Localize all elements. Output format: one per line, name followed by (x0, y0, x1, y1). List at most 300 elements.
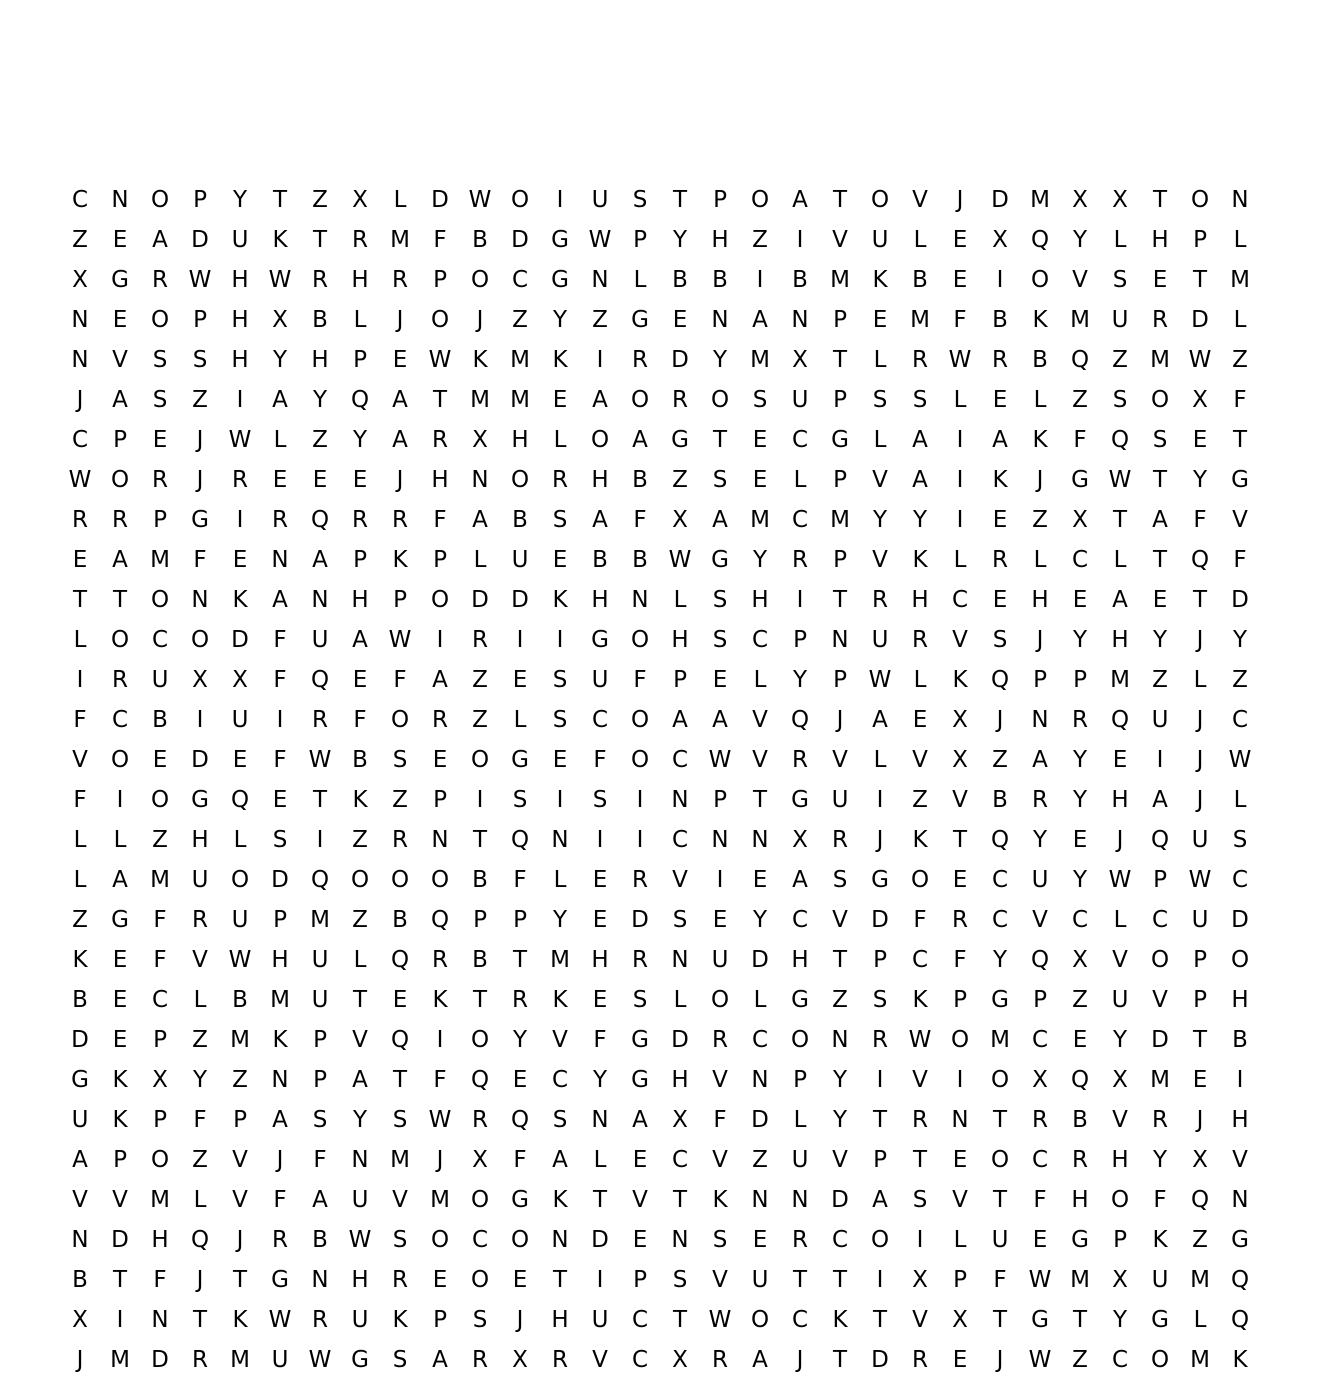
grid-letter: D (591, 1227, 609, 1253)
grid-letter: F (273, 1187, 287, 1213)
grid-letter: P (1193, 227, 1207, 253)
grid-letter: W (428, 347, 452, 373)
grid-letter: P (193, 187, 207, 213)
grid-letter: R (632, 867, 648, 893)
grid-letter: F (73, 707, 87, 733)
grid-letter: U (831, 787, 849, 813)
grid-letter: P (1073, 667, 1087, 693)
grid-letter: Y (872, 507, 888, 533)
grid-letter: H (231, 307, 249, 333)
grid-letter: A (1152, 787, 1168, 813)
grid-letter: D (271, 867, 289, 893)
grid-letter: B (512, 507, 528, 533)
grid-letter: V (592, 1347, 608, 1373)
grid-letter: Q (1070, 347, 1090, 373)
grid-letter: G (831, 427, 849, 453)
grid-letter: Q (1070, 1067, 1090, 1093)
grid-letter: E (1032, 1227, 1048, 1253)
grid-letter: J (396, 307, 404, 333)
grid-letter: Q (230, 787, 250, 813)
grid-letter: Y (912, 507, 928, 533)
grid-letter: T (792, 1267, 808, 1293)
grid-letter: E (592, 907, 608, 933)
grid-letter: E (952, 227, 968, 253)
grid-letter: O (1150, 947, 1170, 973)
grid-letter: U (1031, 867, 1049, 893)
grid-letter: K (552, 587, 568, 613)
grid-letter: Z (192, 1147, 208, 1173)
grid-letter: F (273, 747, 287, 773)
grid-letter: I (916, 1227, 924, 1253)
grid-letter: K (1152, 1227, 1168, 1253)
grid-letter: P (433, 787, 447, 813)
grid-letter: T (472, 827, 488, 853)
grid-letter: L (113, 827, 127, 853)
grid-letter: H (431, 467, 449, 493)
grid-letter: J (436, 1147, 444, 1173)
grid-letter: B (792, 267, 808, 293)
grid-letter: X (792, 827, 808, 853)
grid-letter: G (591, 627, 609, 653)
grid-letter: T (352, 987, 368, 1013)
grid-letter: M (550, 947, 570, 973)
grid-letter: I (436, 627, 444, 653)
grid-letter: Y (1152, 627, 1168, 653)
grid-letter: C (751, 1027, 769, 1053)
grid-letter: U (991, 1227, 1009, 1253)
grid-letter: O (1150, 1347, 1170, 1373)
grid-letter: F (993, 1267, 1007, 1293)
grid-letter: T (1152, 467, 1168, 493)
grid-letter: H (1231, 1107, 1249, 1133)
grid-letter: V (912, 1307, 928, 1333)
grid-letter: L (1033, 547, 1047, 573)
grid-letter: Y (1032, 827, 1048, 853)
grid-letter: T (472, 987, 488, 1013)
grid-letter: T (72, 587, 88, 613)
grid-letter: K (352, 787, 368, 813)
grid-letter: E (112, 227, 128, 253)
grid-letter: Z (1072, 1347, 1088, 1373)
grid-letter: P (713, 787, 727, 813)
grid-letter: A (112, 387, 128, 413)
grid-letter: X (232, 667, 248, 693)
grid-letter: O (750, 187, 770, 213)
grid-letter: M (750, 507, 770, 533)
grid-letter: I (316, 827, 324, 853)
grid-letter: A (152, 227, 168, 253)
grid-letter: I (716, 867, 724, 893)
grid-letter: Y (1072, 227, 1088, 253)
grid-letter: C (111, 707, 129, 733)
grid-letter: N (191, 587, 209, 613)
grid-letter: T (552, 1267, 568, 1293)
grid-letter: T (832, 1347, 848, 1373)
grid-letter: S (912, 387, 928, 413)
grid-letter: Q (470, 1067, 490, 1093)
grid-letter: E (392, 987, 408, 1013)
grid-letter: G (631, 1027, 649, 1053)
grid-letter: C (671, 747, 689, 773)
grid-letter: P (833, 387, 847, 413)
grid-letter: I (636, 787, 644, 813)
grid-letter: S (912, 1187, 928, 1213)
grid-letter: Q (310, 507, 330, 533)
grid-letter: M (510, 387, 530, 413)
grid-letter: X (672, 1107, 688, 1133)
grid-letter: Z (192, 1027, 208, 1053)
grid-letter: M (390, 1147, 410, 1173)
grid-letter: E (992, 587, 1008, 613)
grid-letter: C (151, 987, 169, 1013)
grid-letter: A (712, 507, 728, 533)
grid-letter: R (1072, 707, 1088, 733)
grid-letter: T (312, 227, 328, 253)
grid-letter: D (751, 1107, 769, 1133)
grid-letter: Z (912, 787, 928, 813)
grid-letter: R (712, 1347, 728, 1373)
grid-letter: V (832, 907, 848, 933)
grid-letter: O (150, 587, 170, 613)
grid-letter: M (830, 267, 850, 293)
grid-letter: S (392, 1347, 408, 1373)
grid-letter: U (191, 867, 209, 893)
grid-letter: F (393, 667, 407, 693)
grid-letter: T (432, 387, 448, 413)
grid-letter: V (712, 1267, 728, 1293)
grid-letter: S (152, 347, 168, 373)
grid-letter: E (632, 1147, 648, 1173)
grid-letter: U (231, 907, 249, 933)
grid-letter: Z (1072, 387, 1088, 413)
grid-letter: H (1231, 987, 1249, 1013)
grid-letter: O (950, 1027, 970, 1053)
grid-letter: G (1071, 1227, 1089, 1253)
grid-letter: L (953, 1227, 967, 1253)
grid-letter: D (871, 907, 889, 933)
grid-letter: E (232, 747, 248, 773)
grid-letter: T (592, 1187, 608, 1213)
grid-letter: G (711, 547, 729, 573)
grid-letter: A (1112, 587, 1128, 613)
grid-letter: I (276, 707, 284, 733)
grid-letter: K (832, 1307, 848, 1333)
grid-letter: W (228, 427, 252, 453)
grid-letter: I (516, 627, 524, 653)
grid-letter: A (712, 707, 728, 733)
grid-letter: V (912, 1067, 928, 1093)
grid-letter: R (312, 1307, 328, 1333)
grid-letter: R (792, 547, 808, 573)
grid-letter: I (556, 787, 564, 813)
grid-letter: K (1032, 307, 1048, 333)
grid-letter: H (151, 1227, 169, 1253)
grid-letter: F (433, 507, 447, 533)
grid-letter: I (236, 507, 244, 533)
grid-letter: P (833, 547, 847, 573)
grid-letter: E (752, 867, 768, 893)
grid-letter: X (1072, 947, 1088, 973)
grid-letter: O (470, 1187, 490, 1213)
grid-letter: Q (390, 1027, 410, 1053)
grid-letter: H (1111, 787, 1129, 813)
grid-letter: M (110, 1347, 130, 1373)
grid-letter: F (433, 227, 447, 253)
grid-letter: Y (312, 387, 328, 413)
grid-letter: E (352, 467, 368, 493)
grid-letter: O (1190, 187, 1210, 213)
grid-letter: I (596, 1267, 604, 1293)
grid-letter: E (1072, 587, 1088, 613)
grid-letter: A (272, 587, 288, 613)
grid-letter: N (551, 1227, 569, 1253)
grid-letter: B (472, 227, 488, 253)
grid-letter: R (192, 907, 208, 933)
grid-letter: E (952, 1347, 968, 1373)
grid-letter: L (953, 547, 967, 573)
grid-letter: V (672, 867, 688, 893)
grid-letter: T (832, 1267, 848, 1293)
grid-letter: L (913, 667, 927, 693)
grid-letter: O (470, 747, 490, 773)
grid-letter: Q (1190, 547, 1210, 573)
grid-letter: M (1150, 347, 1170, 373)
grid-letter: P (833, 307, 847, 333)
grid-letter: V (1112, 1107, 1128, 1133)
grid-letter: O (150, 787, 170, 813)
grid-letter: R (1032, 787, 1048, 813)
grid-letter: B (232, 987, 248, 1013)
grid-letter: B (992, 787, 1008, 813)
grid-letter: D (511, 227, 529, 253)
grid-letter: M (1190, 1347, 1210, 1373)
grid-letter: T (712, 427, 728, 453)
grid-letter: F (1193, 507, 1207, 533)
grid-letter: N (671, 1227, 689, 1253)
grid-letter: P (313, 1067, 327, 1093)
grid-letter: J (796, 1347, 804, 1373)
grid-letter: I (236, 387, 244, 413)
grid-letter: F (953, 307, 967, 333)
grid-letter: N (71, 1227, 89, 1253)
grid-letter: Z (1232, 347, 1248, 373)
grid-letter: T (912, 1147, 928, 1173)
grid-letter: U (1191, 827, 1209, 853)
grid-letter: O (630, 387, 650, 413)
grid-letter: F (1073, 427, 1087, 453)
grid-letter: P (633, 227, 647, 253)
grid-letter: Z (992, 747, 1008, 773)
grid-letter: A (1032, 747, 1048, 773)
grid-letter: V (872, 467, 888, 493)
grid-letter: Z (1192, 1227, 1208, 1253)
grid-letter: C (791, 1307, 809, 1333)
grid-letter: D (191, 227, 209, 253)
grid-letter: K (952, 667, 968, 693)
grid-letter: X (992, 227, 1008, 253)
grid-letter: S (872, 987, 888, 1013)
grid-letter: I (876, 1267, 884, 1293)
grid-letter: G (1231, 467, 1249, 493)
grid-letter: O (430, 587, 450, 613)
grid-letter: S (632, 187, 648, 213)
grid-letter: U (791, 1147, 809, 1173)
grid-letter: X (952, 747, 968, 773)
grid-letter: R (392, 827, 408, 853)
grid-letter: F (633, 667, 647, 693)
grid-letter: R (992, 547, 1008, 573)
grid-letter: I (196, 707, 204, 733)
grid-letter: Z (152, 827, 168, 853)
grid-letter: A (432, 667, 448, 693)
grid-letter: U (231, 707, 249, 733)
grid-letter: D (671, 347, 689, 373)
grid-letter: E (392, 347, 408, 373)
grid-letter: I (76, 667, 84, 693)
grid-letter: A (472, 507, 488, 533)
grid-letter: D (1231, 587, 1249, 613)
grid-letter: N (591, 1107, 609, 1133)
grid-letter: V (952, 627, 968, 653)
grid-letter: N (831, 627, 849, 653)
grid-letter: P (1193, 987, 1207, 1013)
grid-letter: Y (352, 427, 368, 453)
grid-letter: R (912, 1107, 928, 1133)
grid-letter: G (271, 1267, 289, 1293)
grid-letter: M (310, 907, 330, 933)
grid-letter: L (193, 987, 207, 1013)
grid-letter: B (472, 947, 488, 973)
grid-letter: B (1032, 347, 1048, 373)
grid-letter: E (752, 467, 768, 493)
grid-letter: O (990, 1147, 1010, 1173)
grid-letter: T (312, 787, 328, 813)
grid-letter: B (592, 547, 608, 573)
grid-letter: M (430, 1187, 450, 1213)
grid-letter: N (311, 1267, 329, 1293)
grid-letter: P (953, 987, 967, 1013)
grid-letter: M (1110, 667, 1130, 693)
grid-letter: E (952, 267, 968, 293)
grid-letter: D (671, 1027, 689, 1053)
grid-letter: M (750, 347, 770, 373)
grid-letter: Q (1110, 707, 1130, 733)
grid-letter: R (632, 347, 648, 373)
grid-letter: G (1031, 1307, 1049, 1333)
grid-letter: G (791, 987, 809, 1013)
grid-letter: A (112, 547, 128, 573)
grid-letter: P (153, 1027, 167, 1053)
grid-letter: I (636, 827, 644, 853)
grid-letter: S (752, 387, 768, 413)
grid-letter: E (592, 867, 608, 893)
grid-letter: G (631, 1067, 649, 1093)
grid-letter: E (352, 667, 368, 693)
grid-letter: T (672, 1187, 688, 1213)
grid-letter: K (272, 1027, 288, 1053)
grid-letter: L (673, 587, 687, 613)
grid-letter: R (352, 227, 368, 253)
grid-letter: B (712, 267, 728, 293)
grid-letter: M (150, 867, 170, 893)
grid-letter: J (196, 427, 204, 453)
grid-letter: R (552, 467, 568, 493)
grid-letter: N (711, 307, 729, 333)
grid-letter: M (1070, 1267, 1090, 1293)
grid-letter: A (672, 707, 688, 733)
grid-letter: A (912, 427, 928, 453)
grid-letter: T (832, 587, 848, 613)
grid-letter: E (1152, 587, 1168, 613)
grid-letter: D (71, 1027, 89, 1053)
grid-letter: H (591, 587, 609, 613)
grid-letter: Z (352, 907, 368, 933)
grid-letter: Z (1152, 667, 1168, 693)
grid-letter: K (1232, 1347, 1248, 1373)
grid-letter: I (876, 1067, 884, 1093)
grid-letter: G (631, 307, 649, 333)
grid-letter: P (873, 947, 887, 973)
grid-letter: M (1190, 1267, 1210, 1293)
grid-letter: A (632, 1107, 648, 1133)
grid-letter: C (1071, 907, 1089, 933)
grid-letter: B (992, 307, 1008, 333)
grid-letter: S (552, 507, 568, 533)
grid-letter: A (272, 387, 288, 413)
grid-letter: I (556, 187, 564, 213)
grid-letter: R (152, 467, 168, 493)
grid-letter: W (708, 747, 732, 773)
grid-letter: N (271, 547, 289, 573)
grid-letter: V (192, 947, 208, 973)
grid-letter: V (352, 1027, 368, 1053)
grid-letter: Y (1232, 627, 1248, 653)
grid-letter: S (712, 467, 728, 493)
grid-letter: T (992, 1187, 1008, 1213)
grid-letter: S (552, 707, 568, 733)
grid-letter: O (1110, 1187, 1130, 1213)
grid-letter: N (351, 1147, 369, 1173)
grid-letter: X (792, 347, 808, 373)
grid-letter: R (392, 1267, 408, 1293)
grid-letter: A (752, 1347, 768, 1373)
grid-letter: Y (592, 1067, 608, 1093)
grid-letter: W (468, 187, 492, 213)
grid-letter: P (1033, 667, 1047, 693)
grid-letter: N (671, 947, 689, 973)
grid-letter: Q (1190, 1187, 1210, 1213)
grid-letter: Q (990, 827, 1010, 853)
grid-letter: T (1192, 267, 1208, 293)
grid-letter: Q (350, 387, 370, 413)
grid-letter: V (952, 1187, 968, 1213)
grid-letter: R (912, 1347, 928, 1373)
grid-letter: Z (232, 1067, 248, 1093)
grid-letter: S (552, 667, 568, 693)
grid-letter: N (1031, 707, 1049, 733)
grid-letter: Z (352, 827, 368, 853)
grid-letter: Y (352, 1107, 368, 1133)
grid-letter: B (672, 267, 688, 293)
grid-letter: Q (310, 867, 330, 893)
grid-letter: K (112, 1107, 128, 1133)
grid-letter: N (1231, 187, 1249, 213)
grid-letter: S (992, 627, 1008, 653)
grid-letter: S (472, 1307, 488, 1333)
grid-letter: R (792, 747, 808, 773)
grid-letter: W (268, 267, 292, 293)
grid-letter: Q (790, 707, 810, 733)
